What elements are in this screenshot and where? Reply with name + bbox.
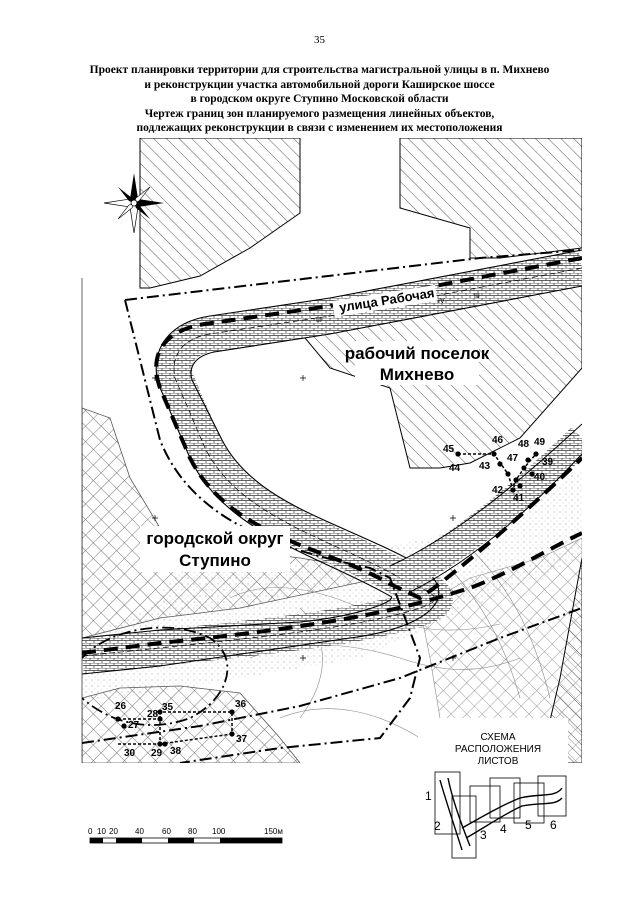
point-label-35: 35 <box>162 702 174 713</box>
title-line-2: и реконструкции участка автомобильной дороги Каширское шоссе <box>144 78 495 91</box>
scheme-title-line2: РАСПОЛОЖЕНИЯ <box>454 744 542 755</box>
district-label-line1: городской округ <box>146 529 284 548</box>
street-mark-2: IV <box>438 298 445 305</box>
scheme-title-line3: ЛИСТОВ <box>477 756 519 767</box>
scheme-sheet-1: 1 <box>425 789 432 803</box>
scheme-sheet-6: 6 <box>550 818 557 832</box>
point-label-43: 43 <box>479 461 491 472</box>
street-mark-1: III <box>316 317 322 324</box>
point-label-38: 38 <box>170 746 182 757</box>
document-title <box>20 63 619 136</box>
point-label-37: 37 <box>236 734 248 745</box>
point-label-30: 30 <box>124 748 136 759</box>
hatched-parcel-nw <box>140 138 300 288</box>
point-label-49: 49 <box>534 437 546 448</box>
page-number: 35 <box>314 34 325 46</box>
scheme-sheet-2: 2 <box>434 819 441 833</box>
point-label-45: 45 <box>443 444 455 455</box>
point-label-46: 46 <box>492 435 504 446</box>
point-label-36: 36 <box>235 699 247 710</box>
point-label-26: 26 <box>115 701 127 712</box>
scheme-sheet-3: 3 <box>480 828 487 842</box>
point-label-42: 42 <box>492 485 504 496</box>
point-label-47: 47 <box>507 453 519 464</box>
scale-tick-150: 150м <box>264 827 283 836</box>
point-label-40: 40 <box>534 472 546 483</box>
scale-tick-0: 0 <box>88 827 93 836</box>
scale-tick-10: 10 <box>97 827 106 836</box>
scale-tick-100: 100 <box>212 827 226 836</box>
scale-tick-20: 20 <box>109 827 118 836</box>
scale-tick-40: 40 <box>135 827 144 836</box>
settlement-label-line1: рабочий поселок <box>344 344 490 363</box>
point-label-27: 27 <box>128 720 140 731</box>
district-label-line2: Ступино <box>179 551 251 570</box>
point-label-48: 48 <box>518 439 530 450</box>
title-line-5: подлежащих реконструкции в связи с изменением их местоположения <box>136 122 503 134</box>
scheme-sheet-4: 4 <box>500 822 507 836</box>
title-line-1: Проект планировки территории для строительства магистральной улицы в п. Михнево <box>89 64 550 76</box>
point-label-28: 28 <box>147 709 159 720</box>
street-mark-3: III <box>474 293 480 300</box>
title-line-4: Чертеж границ зон планируемого размещения линейных объектов, <box>144 107 495 120</box>
point-label-41: 41 <box>513 493 525 504</box>
scheme-title-line1: СХЕМА <box>480 732 516 743</box>
sheet-layout-scheme <box>418 718 568 863</box>
scale-tick-60: 60 <box>162 827 171 836</box>
point-label-29: 29 <box>151 748 163 759</box>
planning-map <box>0 138 639 905</box>
point-label-39: 39 <box>542 457 554 468</box>
point-label-44: 44 <box>449 463 461 474</box>
title-line-3: в городском округе Ступино Московской области <box>190 93 449 105</box>
scale-bar <box>88 827 283 843</box>
settlement-label-line2: Михнево <box>379 365 455 384</box>
hatched-parcel-ne <box>400 138 582 258</box>
scheme-sheet-5: 5 <box>525 818 532 832</box>
scale-tick-80: 80 <box>188 827 197 836</box>
street-label: улица Рабочая <box>338 285 436 315</box>
